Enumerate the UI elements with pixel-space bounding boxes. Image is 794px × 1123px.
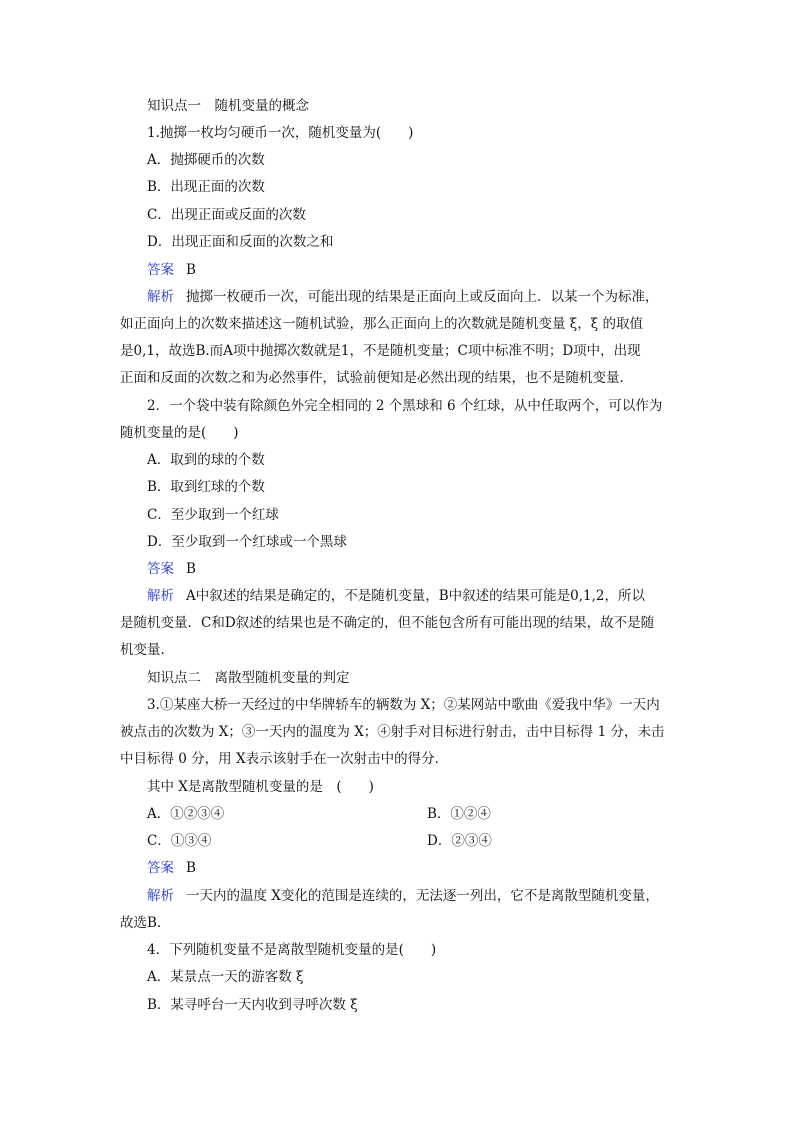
option-c: C．出现正面或反面的次数 (147, 207, 306, 223)
analysis-text: 机变量. (120, 642, 165, 658)
option-b: B．出现正面的次数 (147, 179, 265, 195)
question-stem: 随机变量的是( ) (120, 425, 239, 441)
analysis-text: 故选B. (120, 915, 162, 931)
option-a: A．取到的球的个数 (147, 452, 265, 468)
option-c: C．①③④ (147, 833, 212, 849)
analysis-text: 如正面向上的次数来描述这一随机试验，那么正面向上的次数就是随机变量 ξ，ξ 的取值 (120, 316, 643, 332)
analysis-line (147, 587, 677, 605)
answer-value: B (186, 561, 196, 577)
analysis-line (147, 288, 677, 306)
question-stem: 2．一个袋中装有除颜色外完全相同的 2 个黑球和 6 个红球，从中任取两个，可以作为 (147, 398, 663, 414)
option-row (147, 805, 677, 823)
question-stem: 中目标得 0 分，用 X表示该射手在一次射击中的得分． (120, 751, 449, 767)
answer-value: B (186, 860, 196, 876)
option-b: B．取到红球的个数 (147, 479, 265, 495)
analysis-text: 是0,1，故选B.而A项中抛掷次数就是1，不是随机变量；C项中标准不明；D项中，出现 (120, 343, 641, 359)
analysis-text: 正面和反面的次数之和为必然事件，试验前便知是必然出现的结果，也不是随机变量． (120, 370, 633, 386)
option-a: A．①②③④ (147, 806, 225, 822)
analysis-text: 一天内的温度 X变化的范围是连续的，无法逐一列出，它不是离散型随机变量， (186, 888, 659, 904)
question-stem: 1.抛掷一枚均匀硬币一次，随机变量为( ) (147, 125, 414, 141)
analysis-text: 是随机变量．C和D叙述的结果也是不确定的，但不能包含所有可能出现的结果，故不是随 (120, 615, 655, 631)
question-stem: 被点击的次数为 X；③一天内的温度为 X；④射手对目标进行射击，击中目标得 1 分，未击 (120, 724, 665, 740)
option-row (147, 832, 677, 850)
section-heading: 知识点二 离散型随机变量的判定 (147, 670, 350, 686)
option-a: A．抛掷硬币的次数 (147, 152, 265, 168)
analysis-line (147, 887, 677, 905)
answer-line (147, 859, 677, 877)
option-b: B．①②④ (427, 806, 491, 822)
question-stem: 4．下列随机变量不是离散型随机变量的是( ) (147, 942, 437, 958)
option-d: D．②③④ (427, 833, 492, 849)
analysis-label: 解析 (147, 289, 174, 305)
answer-label: 答案 (147, 262, 174, 278)
section-heading: 知识点一 随机变量的概念 (147, 98, 309, 114)
option-d: D．出现正面和反面的次数之和 (147, 234, 334, 250)
question-stem: 3.①某座大桥一天经过的中华牌轿车的辆数为 X；②某网站中歌曲《爱我中华》一天内 (147, 697, 660, 713)
option-b: B．某寻呼台一天内收到寻呼次数 ξ (147, 997, 358, 1013)
answer-line (147, 261, 677, 279)
analysis-text: A中叙述的结果是确定的，不是随机变量，B中叙述的结果可能是0,1,2，所以 (186, 588, 646, 604)
answer-label: 答案 (147, 561, 174, 577)
option-a: A．某景点一天的游客数 ξ (147, 969, 304, 985)
analysis-label: 解析 (147, 588, 174, 604)
answer-line (147, 560, 677, 578)
option-c: C．至少取到一个红球 (147, 507, 279, 523)
answer-value: B (186, 262, 196, 278)
option-d: D．至少取到一个红球或一个黑球 (147, 534, 347, 550)
question-prompt: 其中 X是离散型随机变量的是 ( ) (147, 779, 374, 795)
answer-label: 答案 (147, 860, 174, 876)
analysis-text: 抛掷一枚硬币一次，可能出现的结果是正面向上或反面向上．以某一个为标准， (186, 289, 659, 305)
analysis-label: 解析 (147, 888, 174, 904)
